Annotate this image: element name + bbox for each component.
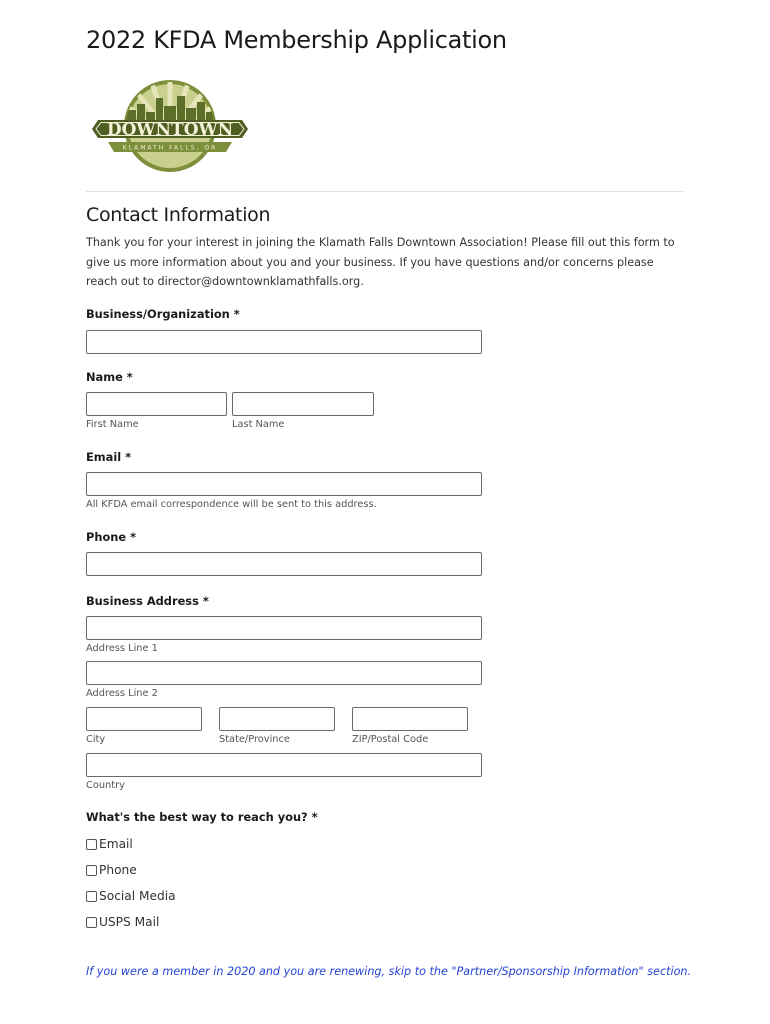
zip-input[interactable]: [352, 707, 468, 731]
country-sublabel: Country: [86, 780, 125, 791]
reach-option-email[interactable]: [86, 837, 133, 851]
address-line2-sublabel: Address Line 2: [86, 688, 158, 699]
address-line1-input[interactable]: [86, 616, 482, 640]
address-line1-sublabel: Address Line 1: [86, 643, 158, 654]
renewal-note: If you were a member in 2020 and you are renewing, skip to the "Partner/Sponsorship Information" section.: [86, 965, 692, 978]
reach-option-label: Phone: [99, 863, 137, 877]
country-input[interactable]: [86, 753, 482, 777]
state-input[interactable]: [219, 707, 335, 731]
last-name-sublabel: Last Name: [232, 419, 285, 430]
city-input[interactable]: [86, 707, 202, 731]
phone-input[interactable]: [86, 552, 482, 576]
last-name-input[interactable]: [232, 392, 374, 416]
section-title-contact: Contact Information: [86, 204, 271, 226]
reach-option-social-media[interactable]: [86, 889, 176, 903]
zip-sublabel: ZIP/Postal Code: [352, 734, 429, 745]
email-input[interactable]: [86, 472, 482, 496]
first-name-input[interactable]: [86, 392, 227, 416]
city-sublabel: City: [86, 734, 106, 745]
business-label: Business/Organization *: [86, 307, 240, 321]
reach-option-label: Social Media: [99, 889, 176, 903]
header-divider: [86, 191, 684, 192]
checkbox-email[interactable]: [86, 839, 97, 850]
logo-main-text: DOWNTOWN: [106, 120, 234, 140]
reach-label: What's the best way to reach you? *: [86, 810, 318, 824]
checkbox-social-media[interactable]: [86, 891, 97, 902]
intro-text: Thank you for your interest in joining the Klamath Falls Downtown Association! Please fill out this form to give us more information about you and your business. If you have questions and/or concerns please reach out to director@downtownklamathfalls.org.: [86, 236, 675, 288]
reach-option-phone[interactable]: [86, 863, 137, 877]
reach-option-usps-mail[interactable]: [86, 915, 159, 929]
phone-label: Phone *: [86, 530, 137, 544]
email-label: Email *: [86, 450, 132, 464]
checkbox-usps-mail[interactable]: [86, 917, 97, 928]
downtown-logo: [90, 76, 250, 172]
state-sublabel: State/Province: [219, 734, 290, 745]
first-name-sublabel: First Name: [86, 419, 139, 430]
reach-option-label: Email: [99, 837, 133, 851]
address-label: Business Address *: [86, 594, 209, 608]
business-input[interactable]: [86, 330, 482, 354]
reach-option-label: USPS Mail: [99, 915, 160, 929]
checkbox-phone[interactable]: [86, 865, 97, 876]
email-help-text: All KFDA email correspondence will be sent to this address.: [86, 499, 377, 510]
name-label: Name *: [86, 370, 133, 384]
logo-sub-text: KLAMATH FALLS, OR: [122, 144, 218, 152]
page-title: 2022 KFDA Membership Application: [86, 26, 507, 54]
address-line2-input[interactable]: [86, 661, 482, 685]
